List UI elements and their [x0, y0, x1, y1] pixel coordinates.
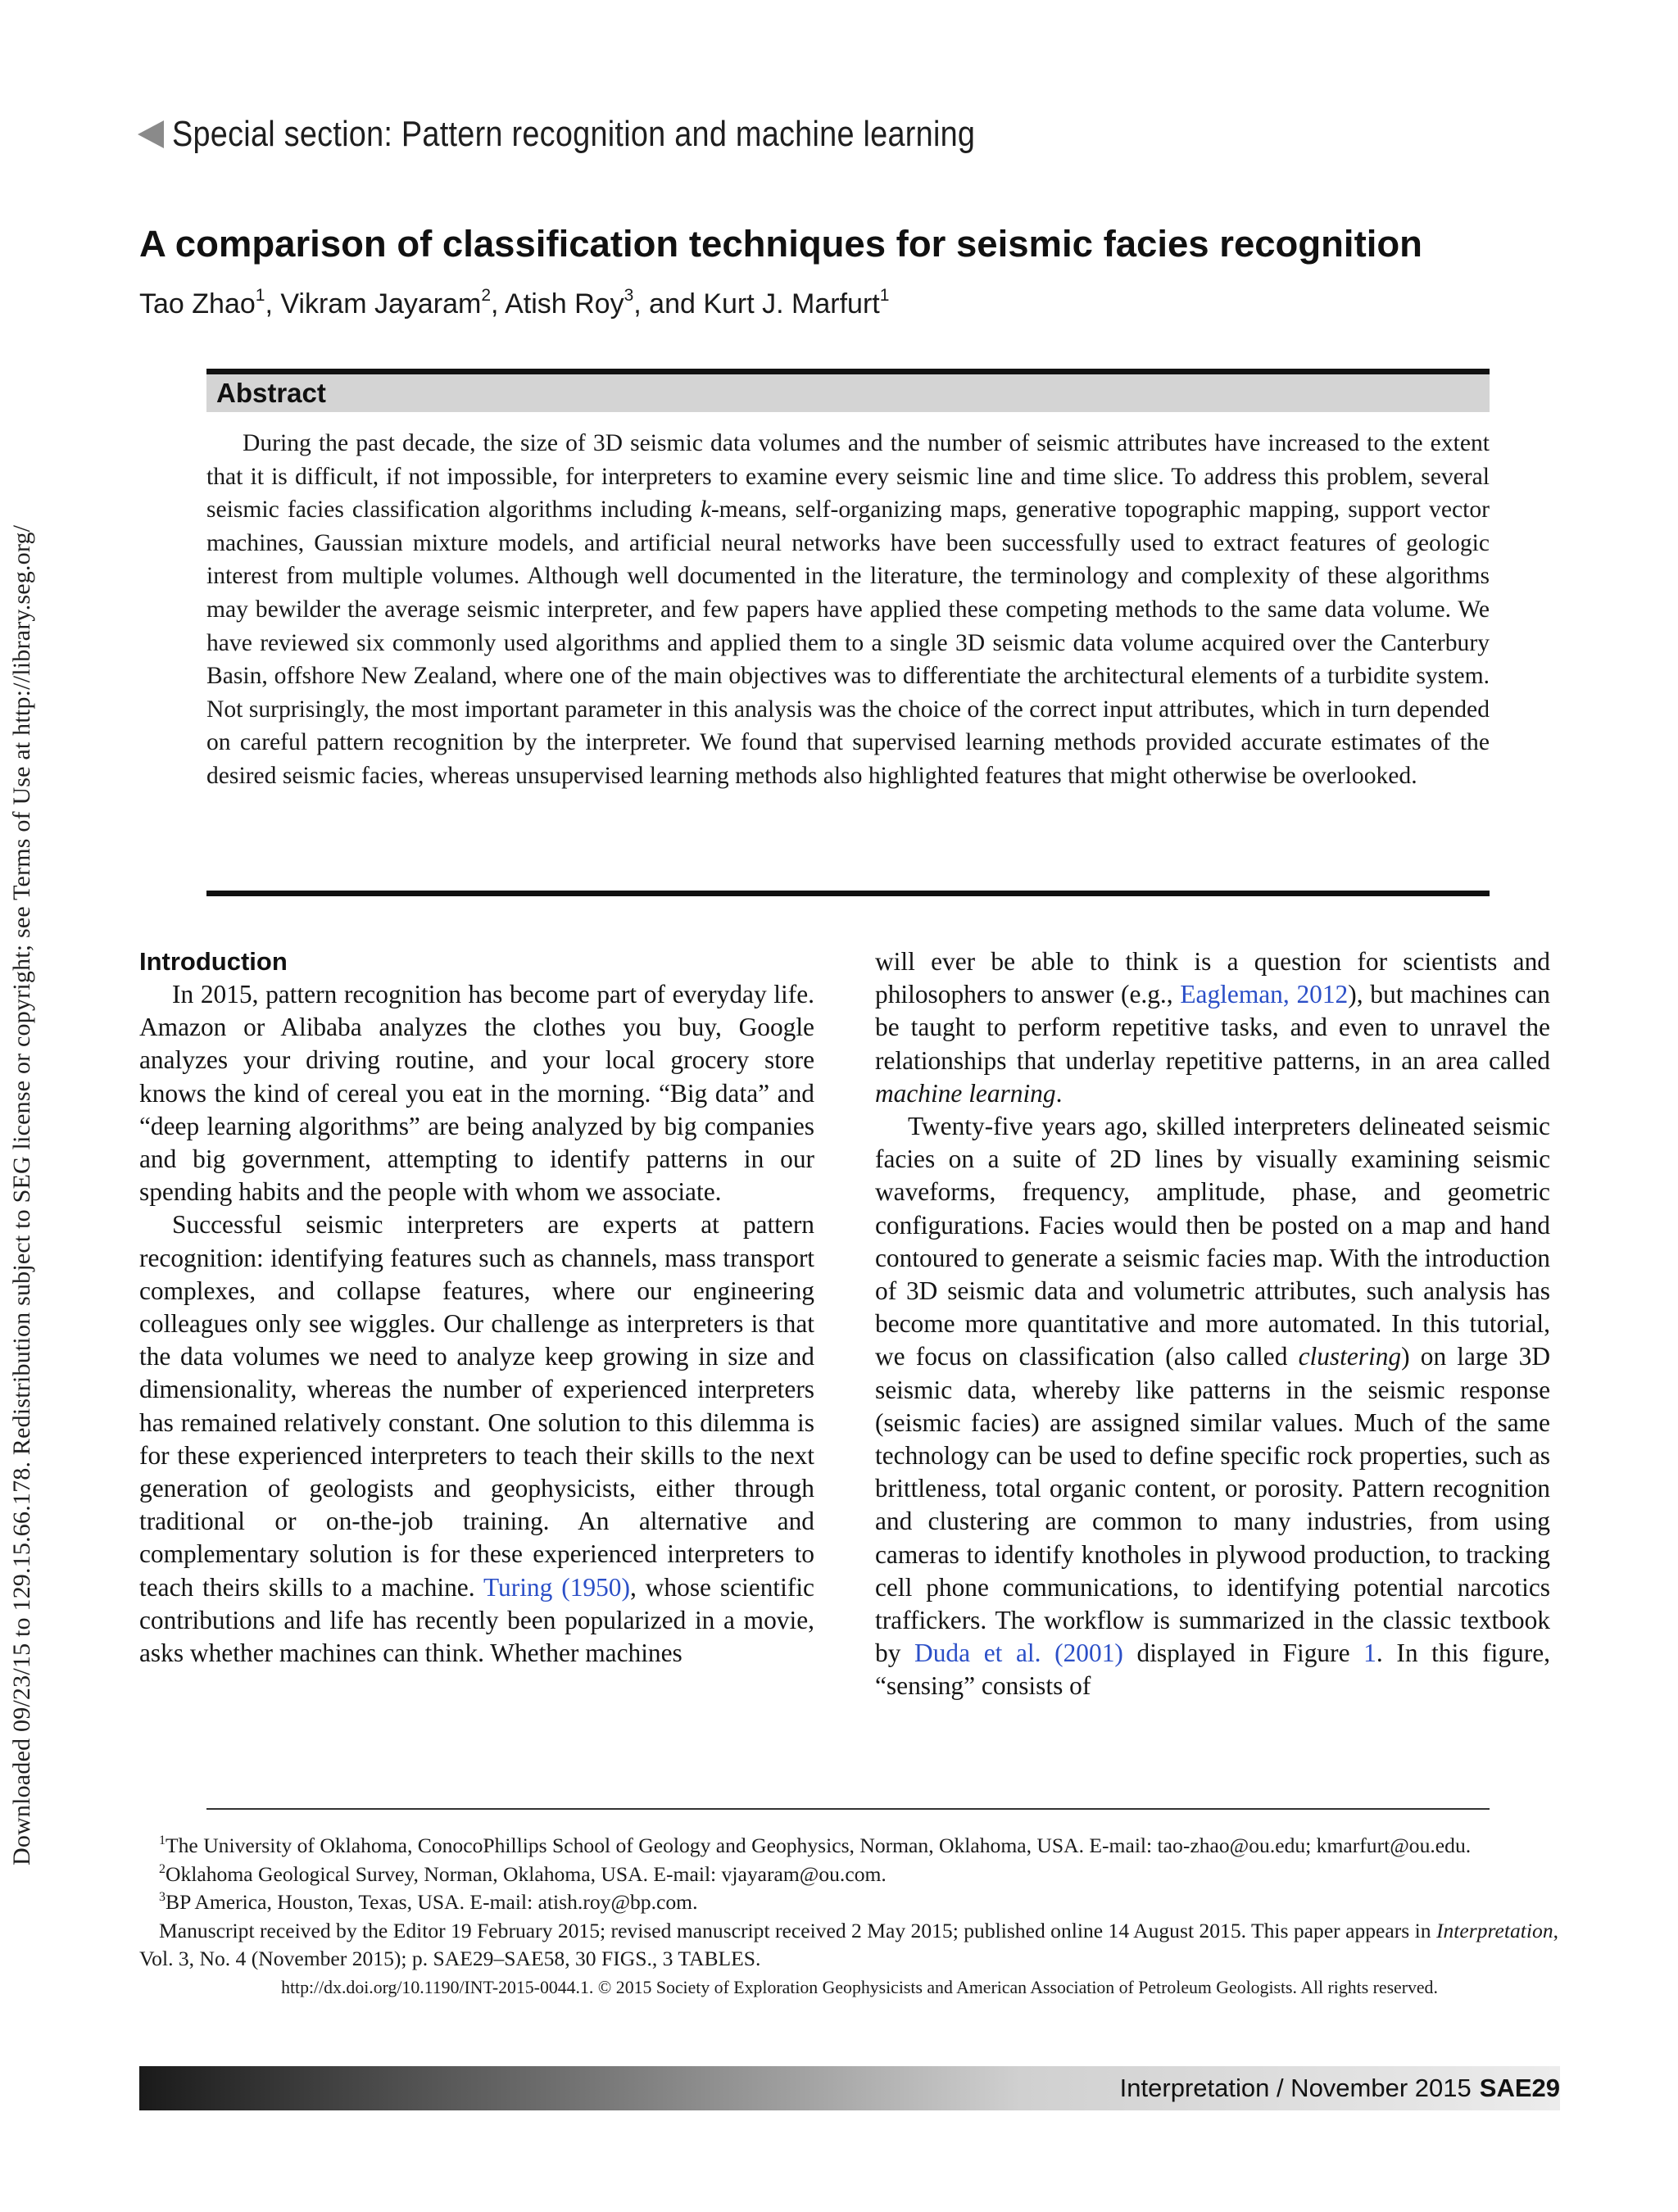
emphasis-term: clustering: [1298, 1342, 1402, 1371]
affiliation-mark: 2: [481, 286, 492, 305]
footnote-text: Oklahoma Geological Survey, Norman, Oklahoma, USA. E-mail: vjayaram@ou.com.: [166, 1861, 887, 1886]
footnote-affiliation-2: [139, 1861, 1560, 1889]
abstract-text: [206, 427, 1490, 793]
author-list: [139, 288, 1450, 320]
abstract-header-bar: [206, 369, 1490, 412]
footnote-mark: 3: [159, 1890, 166, 1904]
page-footer: [139, 2066, 1560, 2110]
body-text: .: [1055, 1078, 1063, 1108]
footnote-mark: 2: [159, 1861, 166, 1876]
body-text: ) on large 3D seismic data, whereby like patterns in the seismic response (seismic facies) are assigned similar values. Much of the same technology can be used to define specific rock properties, such as brittleness, total organic content, or porosity. Pattern recognition and clustering are common to many industries, from using cameras to identify knotholes in plywood production, to tracking cell phone communications, to identifying potential narcotics traffickers. The workflow is summarized in the classic textbook by: [875, 1342, 1551, 1668]
abstract-k-variable: k: [700, 496, 711, 524]
body-paragraph: [875, 1110, 1550, 1703]
affiliation-mark: 1: [255, 286, 265, 305]
author-name: Vikram Jayaram: [280, 288, 482, 320]
abstract-heading: Abstract: [216, 378, 326, 408]
section-header: [138, 108, 1106, 161]
body-paragraph: [875, 945, 1550, 1110]
author-separator: ,: [491, 288, 506, 320]
footnote-text: , Vol. 3, No. 4 (November 2015); p. SAE29–SAE58, 30 FIGS., 3 TABLES.: [139, 1918, 1559, 1970]
right-column: [875, 945, 1550, 1703]
footnote-text: BP America, Houston, Texas, USA. E-mail: atish.roy@bp.com.: [166, 1890, 698, 1914]
triangle-left-icon: [138, 120, 164, 148]
journal-name: Interpretation: [1435, 1918, 1553, 1942]
author-name: Tao Zhao: [139, 288, 256, 320]
paper-title: A comparison of classification techniques for seismic facies recognition: [139, 223, 1422, 265]
footer-text: [1120, 2066, 1560, 2110]
author-separator: ,: [265, 288, 281, 320]
footnote-affiliation-3: [139, 1888, 1560, 1917]
download-notice: Downloaded 09/23/15 to 129.15.66.178. Redistribution subject to SEG license or copyright; see Terms of Use at http://library.seg.org/: [8, 524, 35, 1865]
abstract-text-part: -means, self-organizing maps, generative topographic mapping, support vector machines, Gaussian mixture models, and artificial neural networks have been successfully used to extract features of geologic interest from multiple volumes. Although well documented in the literature, the terminology and complexity of these algorithms may bewilder the average seismic interpreter, and few papers have applied these competing methods to the same data volume. We have reviewed six commonly used algorithms and applied them to a single 3D seismic data volume acquired over the Canterbury Basin, offshore New Zealand, where one of the main objectives was to differentiate the architectural elements of a turbidite system. Not surprisingly, the most important parameter in this analysis was the choice of the correct input attributes, which in turn depended on careful pattern recognition by the interpreter. We found that supervised learning methods provided accurate estimates of the desired seismic facies, whereas unsupervised learning methods also highlighted features that might otherwise be overlooked.: [206, 496, 1490, 789]
body-text: Twenty-five years ago, skilled interpreters delineated seismic facies on a suite of 2D lines by visually examining seismic waveforms, frequency, amplitude, phase, and geometric configurations. Facies would then be posted on a map and hand contoured to generate a seismic facies map. With the introduction of 3D seismic data and volumetric attributes, such analysis has become more quantitative and more automated. In this tutorial, we focus on classification (also called: [875, 1112, 1550, 1371]
figure-link-1[interactable]: 1: [1363, 1639, 1376, 1668]
body-text: ), but machines can be taught to perform repetitive tasks, and even to unravel the relationships that underlay repetitive patterns, in an area called: [875, 980, 1551, 1075]
footer-journal-issue: Interpretation / November 2015: [1119, 2074, 1472, 2102]
abstract-text-part: During the past decade, the size of 3D seismic data volumes and the number of seismic attributes have increased to the extent that it is difficult, if not impossible, for interpreters to examine every seismic line and time slice. To address this problem, several seismic facies classification algorithms including: [206, 430, 1490, 524]
citation-link-duda[interactable]: Duda et al. (2001): [914, 1639, 1123, 1668]
emphasis-term: machine learning: [875, 1078, 1056, 1108]
introduction-heading: Introduction: [139, 947, 288, 976]
manuscript-history: [139, 1917, 1560, 1974]
affiliation-mark: 1: [879, 286, 890, 305]
author-name: Atish Roy: [505, 288, 624, 320]
body-text: , whose scientific contributions and life has recently been popularized in a movie, asks whether machines can think. Whether machines: [139, 1572, 814, 1668]
footnote-mark: 1: [159, 1834, 166, 1847]
abstract-bottom-rule: [206, 891, 1490, 896]
footnote-text: The University of Oklahoma, ConocoPhillips School of Geology and Geophysics, Norman, Oklahoma, USA. E-mail: tao-zhao@ou.edu; kmarfurt@ou.edu.: [166, 1834, 1472, 1857]
author-separator: , and: [633, 288, 704, 320]
footnotes: [139, 1832, 1560, 2001]
footnote-affiliation-1: [139, 1832, 1560, 1861]
section-label: Special section: Pattern recognition and machine learning: [172, 114, 976, 154]
page-number: SAE29: [1479, 2074, 1560, 2102]
left-column: [139, 945, 814, 1670]
body-text: will ever be able to think is a question for scientists and philosophers to answer (e.g.,: [875, 947, 1550, 1009]
body-text: Successful seismic interpreters are experts at pattern recognition: identifying features such as channels, mass transport complexes, and collapse features, where our engineering colleagues only see wiggles. Our challenge as interpreters is that the data volumes we need to analyze keep growing in size and dimensionality, whereas the number of experienced interpreters has remained relatively constant. One solution to this dilemma is for these experienced interpreters to teach their skills to the next generation of geologists and geophysicists, either through traditional or on-the-job training. An alternative and complementary solution is for these experienced interpreters to teach theirs skills to a machine.: [139, 1210, 814, 1602]
citation-link-eagleman[interactable]: Eagleman, 2012: [1180, 980, 1349, 1009]
citation-link-turing[interactable]: Turing (1950): [483, 1572, 630, 1602]
footnote-rule: [206, 1808, 1490, 1810]
body-paragraph: [139, 1208, 814, 1670]
affiliation-mark: 3: [624, 286, 634, 305]
body-text: displayed in Figure: [1122, 1639, 1364, 1668]
body-text: . In this figure, “sensing” consists of: [875, 1639, 1550, 1701]
author-name: Kurt J. Marfurt: [703, 288, 880, 320]
footnote-text: Manuscript received by the Editor 19 February 2015; revised manuscript received 2 May 2015; published online 14 August 2015. This paper appears in: [159, 1918, 1436, 1942]
body-paragraph: In 2015, pattern recognition has become part of everyday life. Amazon or Alibaba analyzes the clothes you buy, Google analyzes your driving routine, and your local grocery store knows the kind of cereal you eat in the morning. “Big data” and “deep learning algorithms” are being analyzed by big companies and big government, attempting to identify patterns in our spending habits and the people with whom we associate.: [139, 980, 814, 1207]
doi-copyright: http://dx.doi.org/10.1190/INT-2015-0044.1. © 2015 Society of Exploration Geophysicists and American Association of Petroleum Geologists. All rights reserved.: [281, 1977, 1438, 1997]
